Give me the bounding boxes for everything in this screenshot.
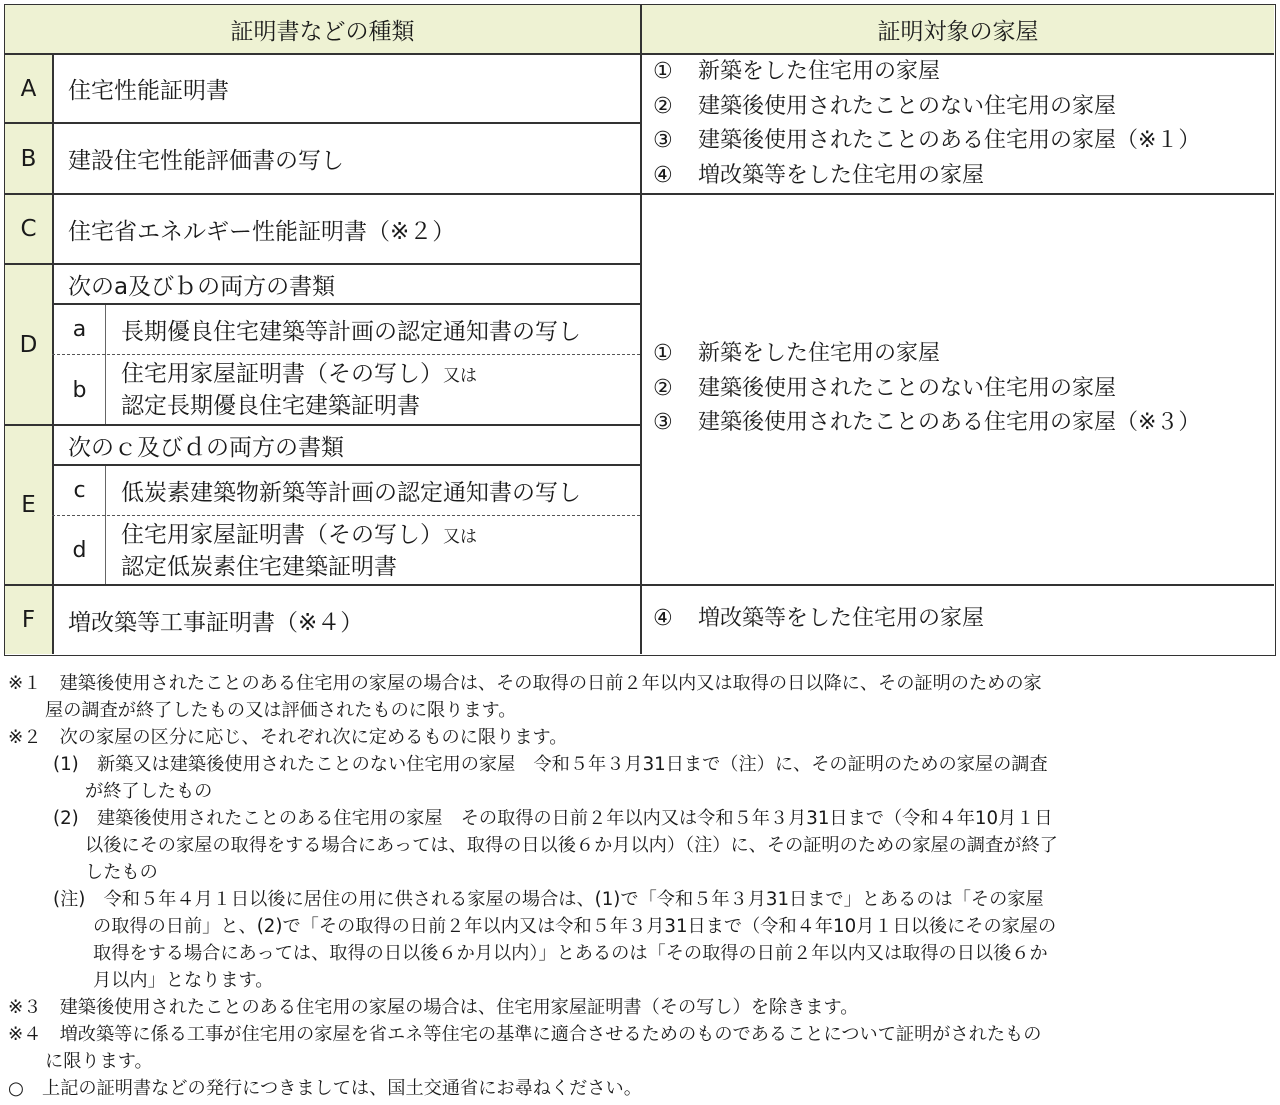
target-text: 新築をした住宅用の家屋 bbox=[698, 341, 941, 366]
label-e: E bbox=[21, 492, 36, 518]
target-list-f bbox=[653, 602, 984, 637]
row-label-d bbox=[5, 265, 52, 424]
target-num: ① bbox=[653, 341, 673, 366]
row-d-a-label bbox=[54, 305, 105, 354]
note-2-item2-line3: したもの bbox=[85, 862, 158, 883]
target-text: 建築後使用されたことのある住宅用の家屋（※３） bbox=[698, 410, 1201, 435]
target-item bbox=[653, 337, 1200, 372]
d-b-cert1: 住宅用家屋証明書（その写し） bbox=[121, 361, 443, 387]
d-b-line2: 認定長期優良住宅建築証明書 bbox=[121, 393, 420, 419]
row-f-text bbox=[54, 586, 640, 654]
e-d-or: 又は bbox=[443, 526, 477, 547]
d-intro-text: 次のa及びｂの両方の書類 bbox=[68, 273, 336, 300]
note-2-sub-line1: (注) 令和５年４月１日以後に居住の用に供される家屋の場合は、(1)で「令和５年３月31日まで」とあるのは「その家屋 bbox=[53, 889, 1044, 910]
note-2-item2-line2: 以後にその家屋の取得をする場合にあっては、取得の日以後６か月以内）（注）に、その証明のための家屋の調査が終了 bbox=[85, 835, 1058, 856]
note-1-line1: ※１ 建築後使用されたことのある住宅用の家屋の場合は、その取得の日前２年以内又は取得の日以降に、その証明のための家 bbox=[8, 673, 1042, 694]
header-right-text: 証明対象の家屋 bbox=[877, 18, 1039, 45]
e-d-line2: 認定低炭素住宅建築証明書 bbox=[121, 553, 397, 580]
d-b-label-text: b bbox=[72, 377, 87, 403]
target-item bbox=[653, 124, 1200, 159]
target-num: ③ bbox=[653, 128, 673, 153]
row-e-intro bbox=[54, 426, 640, 464]
row-d-b-label bbox=[54, 356, 105, 424]
note-4-line2: に限ります。 bbox=[45, 1051, 153, 1072]
row-d-a-text bbox=[107, 305, 640, 354]
row-label-b bbox=[5, 124, 52, 193]
certificate-table bbox=[4, 4, 1276, 656]
label-d: D bbox=[19, 331, 38, 358]
target-text: 増改築等をした住宅用の家屋 bbox=[698, 606, 985, 631]
target-item bbox=[653, 90, 1200, 125]
row-label-f bbox=[5, 586, 52, 654]
target-item bbox=[653, 406, 1200, 441]
bullet-note: ○ 上記の証明書などの発行につきましては、国土交通省にお尋ねください。 bbox=[8, 1078, 642, 1099]
label-b: B bbox=[20, 145, 37, 172]
label-a: A bbox=[20, 75, 37, 102]
note-4-line1: ※４ 増改築等に係る工事が住宅用の家屋を省エネ等住宅の基準に適合させるためのものであることについて証明がされたもの bbox=[8, 1024, 1042, 1045]
e-d-label-text: d bbox=[72, 538, 87, 563]
e-c-cert: 低炭素建築物新築等計画の認定通知書の写し bbox=[121, 480, 581, 506]
target-num: ③ bbox=[653, 410, 673, 435]
d-a-cert: 長期優良住宅建築等計画の認定通知書の写し bbox=[121, 319, 581, 345]
target-text: 増改築等をした住宅用の家屋 bbox=[698, 162, 985, 188]
cert-c: 住宅省エネルギー性能証明書（※２） bbox=[68, 218, 456, 245]
note-1-line2: 屋の調査が終了したもの又は評価されたものに限ります。 bbox=[45, 700, 517, 721]
note-2-sub-line3: 取得をする場合にあっては、取得の日以後６か月以内）」とあるのは「その取得の日前２年以内又は取得の日以後６か bbox=[93, 943, 1048, 964]
e-c-label-text: c bbox=[73, 478, 86, 503]
target-item bbox=[653, 159, 1200, 194]
note-2-item1-line2: が終了したもの bbox=[85, 781, 213, 802]
d-b-line1 bbox=[121, 359, 477, 391]
row-label-a bbox=[5, 55, 52, 122]
e-d-line1 bbox=[121, 520, 477, 552]
target-text: 建築後使用されたことのある住宅用の家屋（※１） bbox=[698, 128, 1201, 153]
row-d-intro bbox=[54, 265, 640, 303]
e-intro-text: 次のｃ及びｄの両方の書類 bbox=[68, 434, 344, 461]
note-2-line1: ※２ 次の家屋の区分に応じ、それぞれ次に定めるものに限ります。 bbox=[8, 727, 568, 748]
target-list-cde bbox=[653, 337, 1200, 441]
target-text: 建築後使用されたことのない住宅用の家屋 bbox=[698, 93, 1117, 119]
cert-f: 増改築等工事証明書（※４） bbox=[68, 609, 364, 636]
target-item bbox=[653, 372, 1200, 407]
label-c: C bbox=[20, 216, 37, 242]
row-label-e bbox=[5, 426, 52, 584]
row-c-text bbox=[54, 195, 640, 263]
row-e-c-text bbox=[107, 466, 640, 515]
target-text: 建築後使用されたことのない住宅用の家屋 bbox=[698, 375, 1117, 401]
d-b-or: 又は bbox=[443, 366, 477, 386]
header-certificate-types bbox=[5, 5, 640, 53]
target-list-ab bbox=[653, 55, 1200, 193]
target-text: 新築をした住宅用の家屋 bbox=[698, 59, 941, 84]
note-2-sub-line2: の取得の日前」と、(2)で「その取得の日前２年以内又は令和５年３月31日まで（令和４年10月１日以後にその家屋の bbox=[93, 916, 1057, 937]
row-d-b-text bbox=[107, 356, 640, 424]
note-2-sub-line4: 月以内」となります。 bbox=[93, 970, 274, 991]
header-left-text: 証明書などの種類 bbox=[230, 18, 415, 45]
d-a-label-text: a bbox=[72, 317, 87, 342]
note-3-line1: ※３ 建築後使用されたことのある住宅用の家屋の場合は、住宅用家屋証明書（その写し）を除きます。 bbox=[8, 997, 859, 1018]
row-e-d-text bbox=[107, 517, 640, 584]
row-a-text bbox=[54, 55, 640, 122]
e-d-cert1: 住宅用家屋証明書（その写し） bbox=[121, 521, 443, 548]
target-num: ① bbox=[653, 59, 673, 84]
row-e-d-label bbox=[54, 517, 105, 584]
row-e-c-label bbox=[54, 466, 105, 515]
target-item bbox=[653, 55, 1200, 90]
row-label-c bbox=[5, 195, 52, 263]
note-2-item2-line1: (2) 建築後使用されたことのある住宅用の家屋 その取得の日前２年以内又は令和５年３月31日まで（令和４年10月１日 bbox=[53, 808, 1053, 829]
row-b-text bbox=[54, 124, 640, 193]
label-f: F bbox=[21, 607, 36, 633]
footnotes bbox=[8, 670, 1274, 1102]
note-2-item1-line1: (1) 新築又は建築後使用されたことのない住宅用の家屋 令和５年３月31日まで（注）に、その証明のための家屋の調査 bbox=[53, 754, 1048, 775]
target-item bbox=[653, 602, 984, 637]
target-num: ② bbox=[653, 375, 673, 401]
header-target-houses bbox=[642, 5, 1274, 53]
target-num: ④ bbox=[653, 606, 673, 631]
target-num: ④ bbox=[653, 162, 673, 188]
cert-b: 建設住宅性能評価書の写し bbox=[68, 148, 344, 174]
cert-a: 住宅性能証明書 bbox=[68, 78, 229, 104]
target-num: ② bbox=[653, 93, 673, 119]
